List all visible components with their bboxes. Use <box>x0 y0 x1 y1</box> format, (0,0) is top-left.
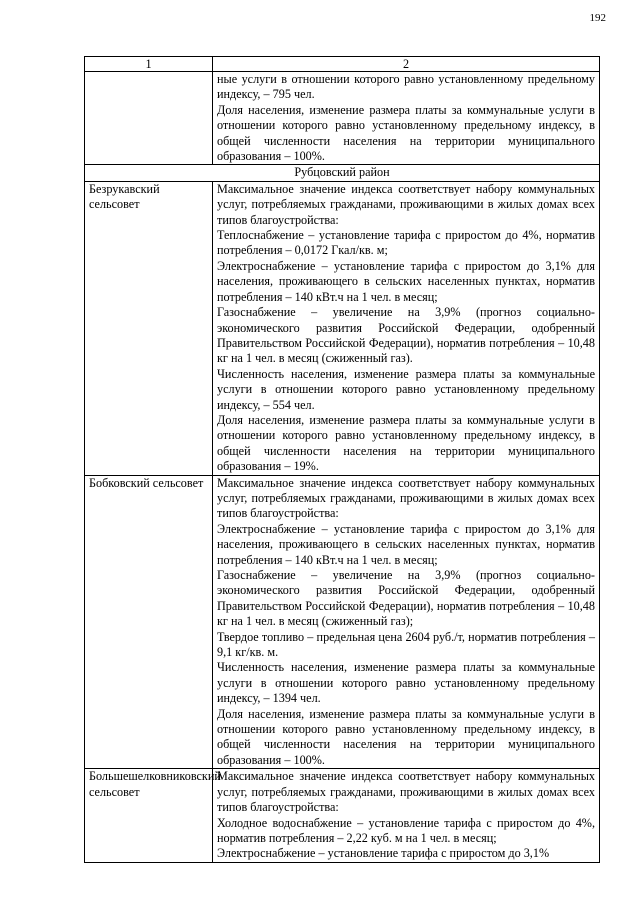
table-header-row <box>85 57 600 72</box>
row-name: Бобковский сельсовет <box>85 475 213 769</box>
page-number: 192 <box>589 12 606 24</box>
paragraph: Газоснабжение – увеличение на 3,9% (прогноз социально-экономического развития Российской Федерации, одобренный Правительством Российской Федерации), норматив потребления – 10,48 кг на 1 чел. в месяц (сжиженный газ). <box>217 305 595 366</box>
row-name: Большешелковниковский сельсовет <box>85 769 213 862</box>
document-table <box>84 56 600 863</box>
paragraph: Максимальное значение индекса соответствует набору коммунальных услуг, потребляемых гражданами, проживающими в жилых домах всех типов благоустройства: <box>217 475 595 521</box>
paragraph: Доля населения, изменение размера платы за коммунальные услуги в отношении которого равно установленному предельному индексу, в общей численности населения на территории муниципального образования – 100%. <box>217 102 595 164</box>
paragraph: Численность населения, изменение размера платы за коммунальные услуги в отношении которого равно установленному предельному индексу, – 554 чел. <box>217 366 595 412</box>
paragraph: Теплоснабжение – установление тарифа с приростом до 4%, норматив потребления – 0,0172 Гкал/кв. м; <box>217 228 595 258</box>
paragraph: Электроснабжение – установление тарифа с приростом до 3,1% <box>217 846 550 861</box>
paragraph: Максимальное значение индекса соответствует набору коммунальных услуг, потребляемых гражданами, проживающими в жилых домах всех типов благоустройства: <box>217 181 595 227</box>
paragraph: Доля населения, изменение размера платы за коммунальные услуги в отношении которого равно установленному предельному индексу, в общей численности населения на территории муниципального образования – 19%. <box>217 412 595 474</box>
table-row <box>85 475 600 769</box>
table-row-continuation <box>85 72 600 165</box>
paragraph: Газоснабжение – увеличение на 3,9% (прогноз социально-экономического развития Российской Федерации, одобренный Правительством Российской Федерации), норматив потребления – 10,48 кг на 1 чел. в месяц (сжиженный газ); <box>217 568 595 629</box>
row-name-empty <box>85 72 213 165</box>
row-name: Безрукавский сельсовет <box>85 181 213 475</box>
region-row <box>85 165 600 181</box>
row-content <box>213 181 600 475</box>
table-row <box>85 769 600 862</box>
column-header-2: 2 <box>213 57 600 72</box>
paragraph: Доля населения, изменение размера платы за коммунальные услуги в отношении которого равно установленному предельному индексу, в общей численности населения на территории муниципального образования – 100%. <box>217 706 595 767</box>
paragraph: Электроснабжение – установление тарифа с приростом до 3,1% для населения, проживающего в сельских населенных пунктах, норматив потребления – 140 кВт.ч на 1 чел. в месяц; <box>217 521 595 567</box>
row-content <box>213 475 600 769</box>
paragraph: Твердое топливо – предельная цена 2604 руб./т, норматив потребления – 9,1 кг/кв. м. <box>217 629 595 660</box>
region-title: Рубцовский район <box>85 165 600 181</box>
paragraph: ные услуги в отношении которого равно установленному предельному индексу, – 795 чел. <box>217 72 595 102</box>
paragraph: Численность населения, изменение размера платы за коммунальные услуги в отношении которого равно установленному предельному индексу, – 1394 чел. <box>217 660 595 706</box>
row-content <box>213 769 600 862</box>
table-row <box>85 181 600 475</box>
paragraph: Электроснабжение – установление тарифа с приростом до 3,1% для населения, проживающего в сельских населенных пунктах, норматив потребления – 140 кВт.ч на 1 чел. в месяц; <box>217 258 595 304</box>
column-header-1: 1 <box>85 57 213 72</box>
row-content <box>213 72 600 165</box>
paragraph: Максимальное значение индекса соответствует набору коммунальных услуг, потребляемых гражданами, проживающими в жилых домах всех типов благоустройства: <box>217 769 595 815</box>
paragraph: Холодное водоснабжение – установление тарифа с приростом до 4%, норматив потребления – 2,22 куб. м на 1 чел. в месяц; <box>217 815 595 845</box>
